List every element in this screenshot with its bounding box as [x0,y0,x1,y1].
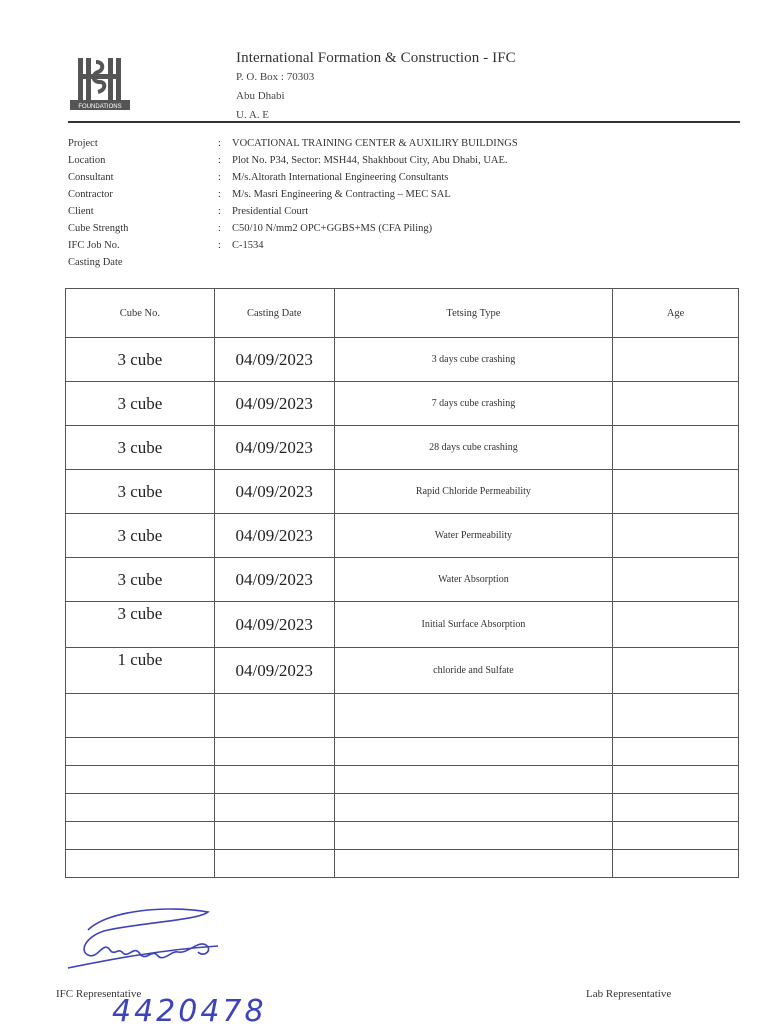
age-cell [613,470,739,514]
company-block [236,50,516,124]
info-label: Contractor [68,189,113,200]
empty-row [66,738,739,766]
type-cell: 28 days cube crashing [334,426,613,470]
date-cell: 04/09/2023 [214,514,334,558]
cube-cell: 3 cube [66,382,215,426]
info-label: Cube Strength [68,223,129,234]
cube-cell: 3 cube [66,602,215,648]
empty-row [66,850,739,878]
info-row [68,206,518,223]
info-value: Plot No. P34, Sector: MSH44, Shakhbout City, Abu Dhabi, UAE. [232,155,508,166]
date-cell: 04/09/2023 [214,558,334,602]
header-age: Age [613,289,739,338]
age-cell [613,602,739,648]
signature [48,900,228,980]
age-cell [613,558,739,602]
info-label: Casting Date [68,257,123,268]
info-label: Project [68,138,98,149]
type-cell: Water Permeability [334,514,613,558]
handwritten-note: 4420478 [112,994,267,1029]
table-row [66,426,739,470]
type-cell: chloride and Sulfate [334,648,613,694]
ifc-representative-label: IFC Representative [56,988,142,1000]
info-value: VOCATIONAL TRAINING CENTER & AUXILIRY BUILDINGS [232,138,518,149]
info-row [68,189,518,206]
country: U. A. E [236,109,269,121]
cube-cell: 3 cube [66,426,215,470]
info-row [68,138,518,155]
type-cell: Rapid Chloride Permeability [334,470,613,514]
age-cell [613,338,739,382]
date-cell: 04/09/2023 [214,648,334,694]
info-sep: : [218,189,221,200]
table-row [66,514,739,558]
info-sep: : [218,206,221,217]
table-header-row [66,289,739,338]
info-row [68,172,518,189]
company-logo [70,56,130,114]
type-cell: 3 days cube crashing [334,338,613,382]
info-sep: : [218,155,221,166]
type-cell: Water Absorption [334,558,613,602]
age-cell [613,514,739,558]
info-sep: : [218,172,221,183]
age-cell [613,382,739,426]
table-row [66,470,739,514]
age-cell [613,648,739,694]
info-label: Consultant [68,172,114,183]
info-value: M/s. Masri Engineering & Contracting – MEC SAL [232,189,451,200]
cube-cell: 3 cube [66,514,215,558]
cube-cell: 1 cube [66,648,215,694]
info-value: M/s.Altorath International Engineering Consultants [232,172,449,183]
header-casting-date: Casting Date [214,289,334,338]
table-row [66,648,739,694]
info-value: Presidential Court [232,206,309,217]
table-row [66,602,739,648]
company-name: International Formation & Construction - IFC [236,50,516,66]
header-divider [68,121,740,123]
table-row [66,338,739,382]
cube-cell: 3 cube [66,558,215,602]
info-sep: : [218,223,221,234]
empty-row [66,822,739,850]
city: Abu Dhabi [236,90,285,102]
svg-text:FOUNDATIONS: FOUNDATIONS [78,104,122,110]
info-value: C50/10 N/mm2 OPC+GGBS+MS (CFA Piling) [232,223,433,234]
date-cell: 04/09/2023 [214,382,334,426]
info-value: C-1534 [232,240,264,251]
info-row [68,155,518,172]
type-cell: Initial Surface Absorption [334,602,613,648]
project-info [68,138,518,274]
cube-cell: 3 cube [66,338,215,382]
info-sep: : [218,240,221,251]
table-row [66,382,739,426]
date-cell: 04/09/2023 [214,602,334,648]
info-row [68,257,518,274]
header-testing-type: Tetsing Type [334,289,613,338]
table-row [66,558,739,602]
empty-row [66,694,739,738]
cube-cell: 3 cube [66,470,215,514]
empty-row [66,766,739,794]
type-cell: 7 days cube crashing [334,382,613,426]
info-sep [218,257,232,274]
header-cube-no: Cube No. [66,289,215,338]
age-cell [613,426,739,470]
info-row [68,223,518,240]
info-label: Location [68,155,106,166]
test-table [65,288,739,878]
po-box: P. O. Box : 70303 [236,71,315,83]
date-cell: 04/09/2023 [214,470,334,514]
empty-row [66,794,739,822]
date-cell: 04/09/2023 [214,426,334,470]
lab-representative-label: Lab Representative [586,988,672,1000]
date-cell: 04/09/2023 [214,338,334,382]
info-sep: : [218,138,221,149]
info-label: Client [68,206,94,217]
info-row [68,240,518,257]
info-label: IFC Job No. [68,240,120,251]
